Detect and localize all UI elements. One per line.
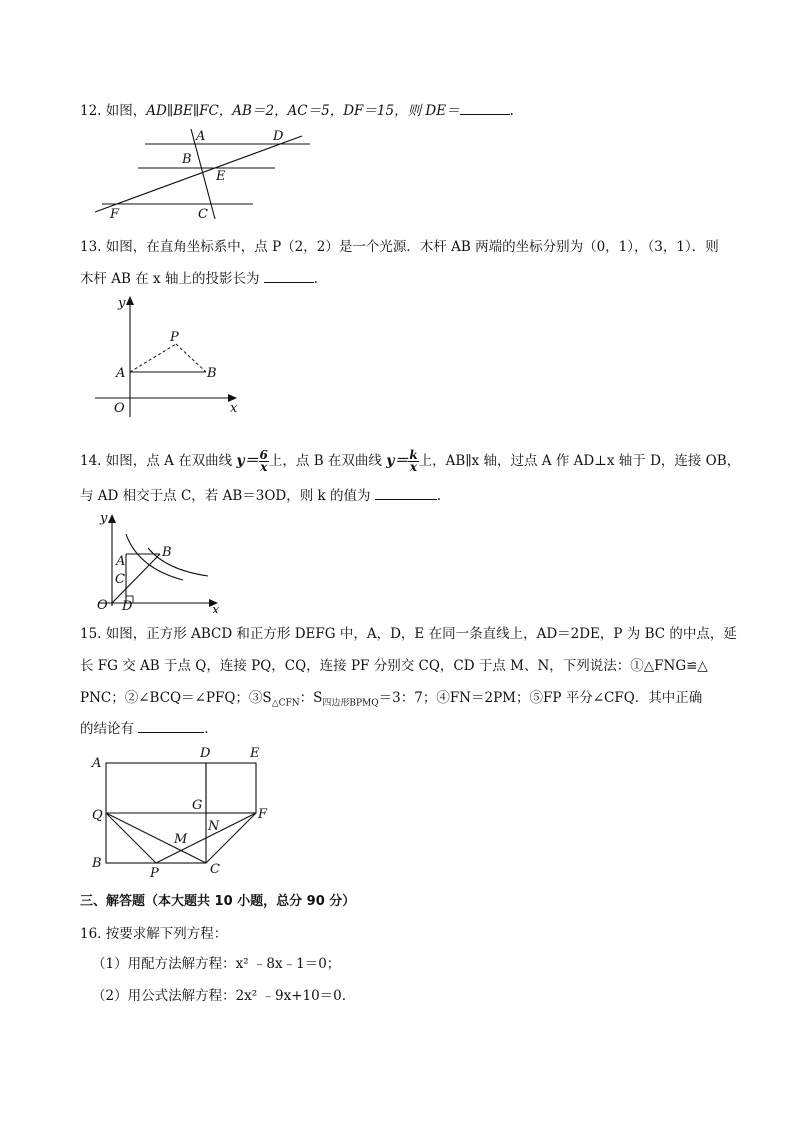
q15-label-D: D xyxy=(200,746,211,761)
q13-label-B: B xyxy=(207,366,217,381)
q15-label-A: A xyxy=(92,756,102,771)
q15-line2 xyxy=(80,657,708,675)
q15-end: . xyxy=(204,721,209,737)
q14-label-B: B xyxy=(162,545,172,560)
q12-prefix: 如图， xyxy=(105,103,147,119)
q15-text3b: ：S xyxy=(299,690,323,706)
q16-part1: （1）用配方法解方程：x² ﹣8x﹣1＝0； xyxy=(92,956,341,972)
q14-label-A: A xyxy=(116,554,126,569)
q13-label-O: O xyxy=(114,401,125,416)
q13-label-A: A xyxy=(116,366,126,381)
q15-label-E: E xyxy=(250,746,260,761)
q15-number: 15. xyxy=(80,626,102,642)
q14-label-y: y xyxy=(100,511,108,526)
q14-text1c: 上，AB∥x 轴，过点 A 作 AD⊥x 轴于 D，连接 OB， xyxy=(418,453,741,469)
q15-label-N: N xyxy=(208,819,220,834)
q14-eq2-frac xyxy=(408,450,418,473)
q14-line2 xyxy=(80,487,441,505)
q14-label-x: x xyxy=(212,603,220,613)
q16-part2: （2）用公式法解方程：2x² ﹣9x+10＝0. xyxy=(92,988,347,1004)
q14-eq2-den: x xyxy=(409,460,418,474)
q14-eq1-den: x xyxy=(260,460,268,474)
q14-text2: 与 AD 相交于点 C，若 AB＝3OD，则 k 的值为 xyxy=(80,488,371,504)
q12-answer-blank[interactable] xyxy=(460,102,510,115)
q16-intro-text: 按要求解下列方程： xyxy=(105,926,228,942)
q15-figure xyxy=(88,745,288,880)
q14-eq1-frac xyxy=(259,450,269,473)
q15-label-G: G xyxy=(192,798,203,813)
q15-text4: 的结论有 xyxy=(80,721,134,737)
q12-label-F: F xyxy=(110,207,120,222)
q14-label-D: D xyxy=(122,599,133,613)
q12-figure xyxy=(90,124,330,224)
section-3-heading: 三、解答题（本大题共 10 小题，总分 90 分） xyxy=(80,894,356,909)
q14-text1a: 如图，点 A 在双曲线 xyxy=(105,453,237,469)
q13-figure xyxy=(90,292,260,422)
q12-label-B: B xyxy=(182,152,192,167)
q14-answer-blank[interactable] xyxy=(375,487,437,500)
q15-label-Q: Q xyxy=(92,808,103,823)
q14-line1 xyxy=(80,450,740,473)
q14-eq2-lhs: y＝ xyxy=(386,453,409,469)
q14-eq1-num: 6 xyxy=(259,448,268,462)
q15-text1: 如图，正方形 ABCD 和正方形 DEFG 中，A，D，E 在同一条直线上，AD＝2DE，P 为 BC 的中点，延 xyxy=(105,626,737,642)
q14-end: . xyxy=(436,488,442,504)
q15-label-B: B xyxy=(92,856,102,871)
q13-label-P: P xyxy=(170,330,179,345)
q15-text3a: PNC；②∠BCQ＝∠PFQ；③S xyxy=(80,690,272,706)
q12-label-A: A xyxy=(196,129,206,144)
q15-text2: 长 FG 交 AB 于点 Q，连接 PQ，CQ，连接 PF 分别交 CQ，CD 于点 M、N，下列说法：①△FNG≌△ xyxy=(80,658,708,674)
q14-label-C: C xyxy=(115,572,125,587)
q12-label-C: C xyxy=(198,207,208,222)
q14-figure xyxy=(88,508,233,613)
q16-number: 16. xyxy=(80,926,102,942)
q15-label-P: P xyxy=(150,866,159,880)
q14-eq2-num: k xyxy=(409,448,418,462)
q14-number: 14. xyxy=(80,453,102,469)
q15-line4 xyxy=(80,720,209,738)
q14-label-O: O xyxy=(97,598,108,613)
q15-sub2: 四边形BPMQ xyxy=(322,698,379,709)
q12-number: 12. xyxy=(80,103,102,119)
q15-line3 xyxy=(80,689,702,713)
q15-line1 xyxy=(80,625,737,643)
q15-label-C: C xyxy=(210,862,220,877)
q12-label-D: D xyxy=(273,129,284,144)
q13-end: . xyxy=(313,271,319,287)
q13-label-x: x xyxy=(230,401,238,416)
q12-label-E: E xyxy=(216,169,226,184)
q13-text1: 如图，在直角坐标系中，点 P（2，2）是一个光源．木杆 AB 两端的坐标分别为（0，1），（3，1）．则 xyxy=(105,239,719,255)
q16-intro xyxy=(80,925,227,943)
q13-number: 13. xyxy=(80,239,102,255)
q15-answer-blank[interactable] xyxy=(138,720,204,733)
q13-line1 xyxy=(80,238,719,256)
q13-label-y: y xyxy=(118,296,126,311)
q13-answer-blank[interactable] xyxy=(264,270,314,283)
q14-text1b: 上，点 B 在双曲线 xyxy=(268,453,387,469)
q13-line2 xyxy=(80,270,318,288)
q13-text2: 木杆 AB 在 x 轴上的投影长为 xyxy=(80,271,260,287)
q15-label-F: F xyxy=(258,807,268,822)
q12-text xyxy=(80,102,514,120)
q12-condition: AD∥BE∥FC，AB＝2，AC＝5，DF＝15，则 DE＝ xyxy=(146,103,460,119)
q14-eq1-lhs: y＝ xyxy=(236,453,259,469)
q15-text3c: ＝3：7；④FN＝2PM；⑤FP 平分∠CFQ．其中正确 xyxy=(378,690,703,706)
q15-sub1: △CFN xyxy=(271,698,300,709)
q12-end: . xyxy=(509,103,514,119)
q15-label-M: M xyxy=(174,832,188,847)
